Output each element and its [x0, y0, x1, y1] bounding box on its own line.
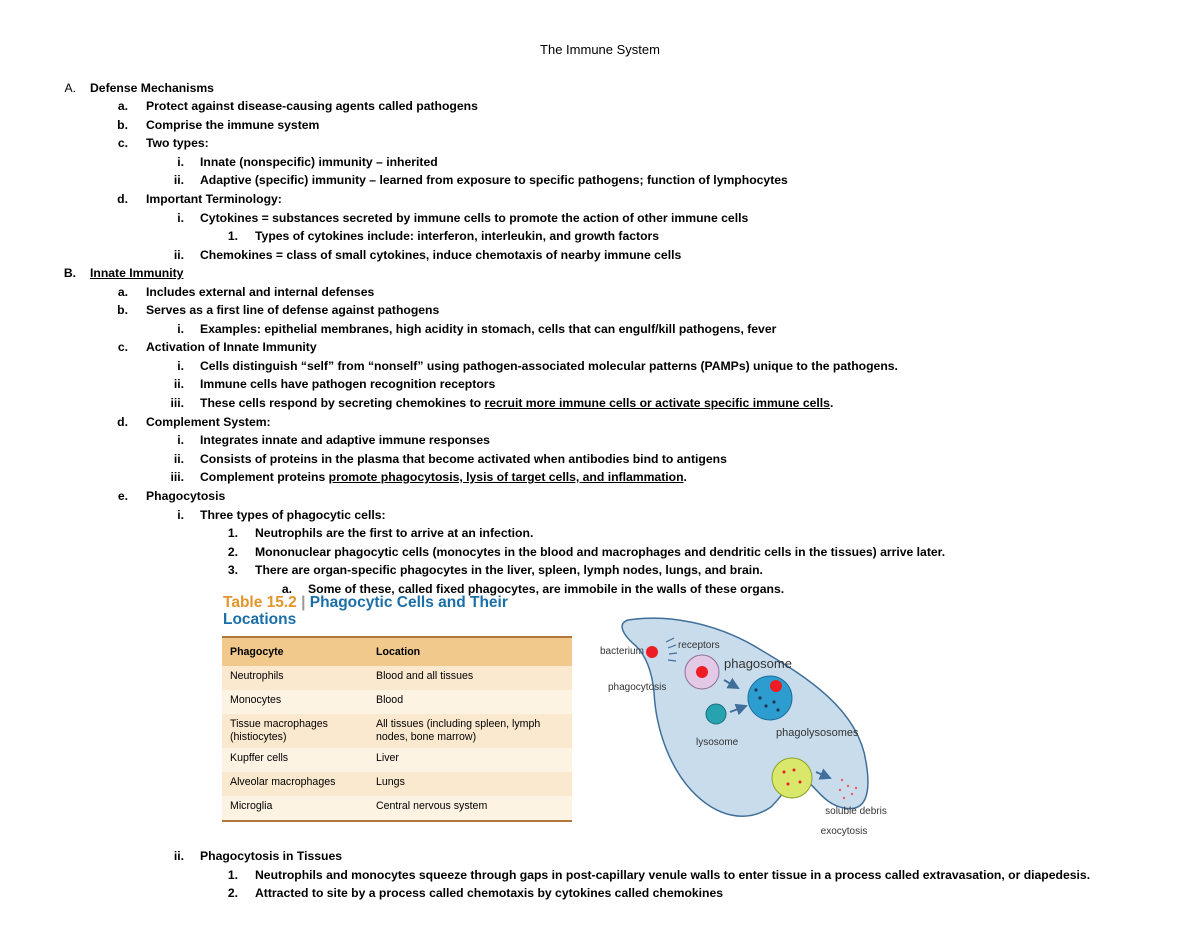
outline-text: Attracted to site by a process called chemotaxis by cytokines called chemokines — [255, 886, 724, 900]
page-title: The Immune System — [540, 42, 660, 57]
outline-item-a-c-i — [200, 154, 438, 170]
outline-item-a-d-ii — [200, 247, 681, 263]
phagolysosome-digested — [772, 758, 812, 798]
outline-marker: i. — [177, 508, 184, 522]
outline-marker: d. — [117, 192, 128, 206]
outline-marker: ii. — [173, 248, 184, 262]
outline-item-b — [90, 265, 183, 281]
outline-text: These cells respond by secreting chemokines to — [200, 396, 485, 410]
outline-item-a-c — [146, 135, 209, 151]
table-header-location: Location — [368, 637, 572, 666]
table-cell-location: Blood — [368, 690, 572, 714]
outline-text: Chemokines = class of small cytokines, induce chemotaxis of nearby immune cells — [200, 248, 682, 262]
outline-item-b-e-ii-1 — [255, 867, 1090, 883]
outline-marker: ii. — [173, 849, 184, 863]
outline-marker: i. — [177, 155, 184, 169]
outline-text: Cytokines = substances secreted by immune cells to promote the action of other immune cells — [200, 211, 749, 225]
table-row — [222, 748, 572, 772]
outline-marker: A. — [64, 81, 76, 95]
table-cell-phagocyte: Microglia — [222, 796, 368, 821]
table-cell-location: All tissues (including spleen, lymph nodes, bone marrow) — [368, 714, 572, 748]
outline-marker: i. — [177, 359, 184, 373]
outline-item-a-a — [146, 98, 478, 114]
outline-marker: e. — [117, 489, 128, 503]
bacterium — [646, 646, 658, 658]
outline-marker: i. — [177, 211, 184, 225]
label-exocytosis: exocytosis — [820, 826, 868, 837]
outline-item-b-e-i-3 — [255, 562, 763, 578]
outline-text: Phagocytosis in Tissues — [200, 849, 343, 863]
outline-marker: 1. — [227, 526, 238, 540]
outline-marker: a. — [117, 285, 128, 299]
table-cell-location: Lungs — [368, 772, 572, 796]
phagocyte-table — [222, 636, 572, 822]
outline-item-a-d-i — [200, 210, 748, 226]
outline-text: Neutrophils are the first to arrive at an infection. — [255, 526, 534, 540]
outline-item-b-a — [146, 284, 374, 300]
outline-item-b-c-ii — [200, 376, 495, 392]
outline-text: Types of cytokines include: interferon, interleukin, and growth factors — [255, 229, 660, 243]
outline-after-text: . — [829, 396, 834, 410]
label-phagolysosomes: phagolysosomes — [776, 727, 859, 739]
table-row — [222, 772, 572, 796]
outline-item-b-d — [146, 414, 271, 430]
outline-item-b-c — [146, 339, 317, 355]
outline-marker: b. — [117, 303, 128, 317]
outline-marker: a. — [117, 99, 128, 113]
table-header-row — [222, 637, 572, 666]
outline-after-text: . — [683, 470, 687, 484]
outline-text: Complement proteins — [200, 470, 329, 484]
outline-marker: iii. — [170, 396, 184, 410]
outline-marker: a. — [281, 582, 292, 596]
outline-item-b-e-i-1 — [255, 525, 533, 541]
phagolysosome — [748, 676, 792, 720]
outline-text: There are organ-specific phagocytes in the liver, spleen, lymph nodes, lungs, and brain. — [255, 563, 763, 577]
outline-item-b-e-i — [200, 507, 386, 523]
outline-text: Cells distinguish “self” from “nonself” using pathogen-associated molecular patterns (PAMPs) unique to the pathogens. — [200, 359, 898, 373]
outline-text: Important Terminology: — [146, 192, 282, 206]
table-row — [222, 796, 572, 821]
table-cell-phagocyte: Kupffer cells — [222, 748, 368, 772]
outline-text: Examples: epithelial membranes, high acidity in stomach, cells that can engulf/kill pathogens, fever — [200, 322, 777, 336]
table-cell-phagocyte: Tissue macrophages (histiocytes) — [222, 714, 368, 748]
outline-marker: 2. — [227, 545, 238, 559]
table-cell-location: Blood and all tissues — [368, 666, 572, 690]
outline-item-a — [90, 80, 214, 96]
outline-marker: i. — [177, 322, 184, 336]
table-row — [222, 666, 572, 690]
table-cell-location: Central nervous system — [368, 796, 572, 821]
outline-text: Two types: — [146, 136, 209, 150]
table-number: Table 15.2 — [223, 594, 297, 611]
outline-text: Innate (nonspecific) immunity – inherited — [200, 155, 438, 169]
outline-text: Adaptive (specific) immunity – learned from exposure to specific pathogens; function of lymphocytes — [200, 173, 788, 187]
lysosome — [706, 704, 726, 724]
table-cell-phagocyte: Alveolar macrophages — [222, 772, 368, 796]
outline-text: Activation of Innate Immunity — [146, 340, 317, 354]
label-receptors: receptors — [678, 640, 720, 651]
table-cell-phagocyte: Monocytes — [222, 690, 368, 714]
outline-text: Three types of phagocytic cells: — [200, 508, 386, 522]
outline-text: Complement System: — [146, 415, 271, 429]
outline-item-b-c-iii — [200, 395, 833, 411]
label-phagocytosis: phagocytosis — [608, 682, 667, 693]
table-title-line2: Locations — [223, 611, 297, 628]
cell-body — [622, 618, 868, 816]
outline-item-b-e — [146, 488, 225, 504]
label-soluble-debris: soluble debris — [825, 806, 887, 817]
table-title-line1: Phagocytic Cells and Their — [309, 594, 508, 611]
table-title — [223, 594, 508, 628]
outline-marker: b. — [117, 118, 128, 132]
outline-item-b-d-i — [200, 432, 490, 448]
outline-text: Phagocytosis — [146, 489, 226, 503]
outline-item-a-c-ii — [200, 172, 788, 188]
table-header-phagocyte: Phagocyte — [222, 637, 368, 666]
outline-marker: B. — [63, 266, 76, 280]
outline-text: Includes external and internal defenses — [146, 285, 375, 299]
outline-text: Integrates innate and adaptive immune responses — [200, 433, 490, 447]
outline-item-a-d — [146, 191, 282, 207]
outline-text: Protect against disease-causing agents called pathogens — [146, 99, 478, 113]
outline-text: Serves as a first line of defense against pathogens — [146, 303, 440, 317]
outline-marker: c. — [117, 340, 128, 354]
outline-marker: 2. — [227, 886, 238, 900]
outline-item-b-b — [146, 302, 439, 318]
label-phagosome: phagosome — [724, 656, 792, 671]
outline-item-b-e-ii-2 — [255, 885, 723, 901]
outline-marker: 3. — [227, 563, 238, 577]
outline-item-b-b-i — [200, 321, 776, 337]
outline-item-a-d-i-1 — [255, 228, 659, 244]
outline-text: Comprise the immune system — [146, 118, 320, 132]
outline-item-b-d-iii — [200, 469, 687, 485]
outline-text: Consists of proteins in the plasma that become activated when antibodies bind to antigens — [200, 452, 727, 466]
outline-marker: ii. — [173, 173, 184, 187]
outline-marker: ii. — [173, 452, 184, 466]
outline-marker: 1. — [227, 229, 238, 243]
outline-item-b-c-i — [200, 358, 898, 374]
outline-underlined-text: recruit more immune cells or activate specific immune cells — [484, 396, 830, 410]
table-cell-location: Liver — [368, 748, 572, 772]
outline-marker: iii. — [170, 470, 184, 484]
outline-marker: ii. — [173, 377, 184, 391]
outline-marker: d. — [117, 415, 128, 429]
outline-marker: 1. — [227, 868, 238, 882]
outline-text: Immune cells have pathogen recognition receptors — [200, 377, 496, 391]
phagocytosis-diagram — [596, 612, 887, 842]
outline-text: Defense Mechanisms — [90, 81, 214, 95]
outline-marker: c. — [117, 136, 128, 150]
outline-text: Neutrophils and monocytes squeeze through gaps in post-capillary venule walls to enter tissue in a process called extravasation, or diapedesis. — [255, 868, 1091, 882]
outline-marker: i. — [177, 433, 184, 447]
phagosome-bacterium — [696, 666, 708, 678]
table-cell-phagocyte: Neutrophils — [222, 666, 368, 690]
label-bacterium: bacterium — [600, 646, 644, 657]
table-title-separator: | — [301, 594, 306, 611]
table-row — [222, 690, 572, 714]
label-lysosome: lysosome — [696, 737, 739, 748]
outline-underlined-text: promote phagocytosis, lysis of target cells, and inflammation — [328, 470, 684, 484]
outline-text: Some of these, called fixed phagocytes, are immobile in the walls of these organs. — [308, 582, 785, 596]
outline-item-b-e-ii — [200, 848, 342, 864]
outline-item-b-e-i-2 — [255, 544, 945, 560]
outline-item-b-d-ii — [200, 451, 727, 467]
outline-text: Mononuclear phagocytic cells (monocytes in the blood and macrophages and dendritic cells in the tissues) arrive later. — [255, 545, 946, 559]
outline-item-a-b — [146, 117, 319, 133]
outline-text: Innate Immunity — [90, 266, 184, 280]
phagolysosome-bacterium — [770, 680, 782, 692]
table-row — [222, 714, 572, 748]
